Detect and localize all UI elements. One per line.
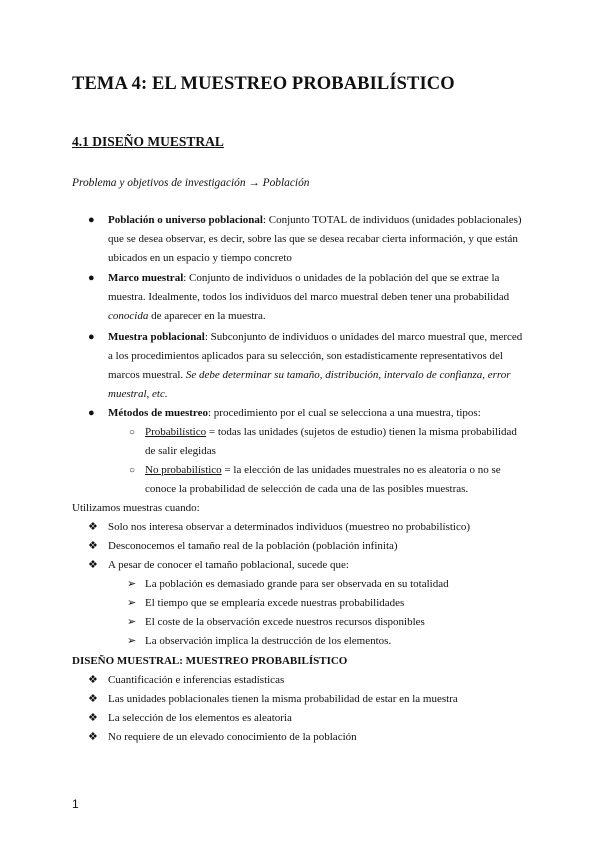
list-item: El coste de la observación excede nuestros recursos disponibles (145, 616, 425, 628)
list-item: No requiere de un elevado conocimiento de la población (108, 731, 357, 743)
bullet-dot-icon: ● (88, 214, 95, 226)
list-item-poblacion (108, 211, 528, 268)
four-diamond-icon: ❖ (88, 559, 98, 571)
bullet-dot-icon: ● (88, 272, 95, 284)
list-item-muestra (108, 328, 528, 404)
list-item-metodos (108, 404, 528, 423)
definition-italic: Se debe determinar su tamaño, distribución, intervalo de confianza, error muestral, etc. (108, 369, 511, 400)
definition-text: : procedimiento por el cual se selecciona a una muestra, tipos: (208, 407, 481, 419)
list-item-no-probabilistico (145, 461, 530, 499)
term: Muestra poblacional (108, 331, 205, 343)
page-title: TEMA 4: EL MUESTREO PROBABILÍSTICO (72, 74, 455, 94)
section-heading: 4.1 DISEÑO MUESTRAL (72, 134, 224, 149)
type-term: No probabilístico (145, 464, 222, 476)
list-item: La selección de los elementos es aleatoria (108, 712, 292, 724)
term: Métodos de muestreo (108, 407, 208, 419)
when-intro: Utilizamos muestras cuando: (72, 502, 200, 514)
definition-text: : Subconjunto de individuos o unidades del marco muestral que, merced a los procedimientos aplicados para su selección, son estadísticamente representativos del marcos muestral. (108, 331, 523, 381)
arrowhead-icon: ➢ (127, 578, 137, 590)
four-diamond-icon: ❖ (88, 521, 98, 533)
term: Marco muestral (108, 272, 184, 284)
definition-text-after: de aparecer en la muestra. (148, 310, 266, 322)
list-item-probabilistico (145, 423, 530, 461)
four-diamond-icon: ❖ (88, 674, 98, 686)
list-item: Desconocemos el tamaño real de la población (población infinita) (108, 540, 398, 552)
list-item: Las unidades poblacionales tienen la misma probabilidad de estar en la muestra (108, 693, 458, 705)
type-term: Probabilístico (145, 426, 207, 438)
bullet-dot-icon: ● (88, 331, 95, 343)
term: Población o universo poblacional (108, 214, 263, 226)
four-diamond-icon: ❖ (88, 693, 98, 705)
hollow-circle-icon: ○ (129, 427, 136, 438)
definition-text: : Conjunto de individuos o unidades de la población del que se extrae la muestra. Idealmente, todos los individuos del marco muestral deben tener una probabilidad (108, 272, 510, 303)
list-item: Cuantificación e inferencias estadísticas (108, 674, 285, 686)
four-diamond-icon: ❖ (88, 731, 98, 743)
type-text: = todas las unidades (sujetos de estudio) tienen la misma probabilidad de salir elegidas (145, 426, 517, 457)
list-item-marco (108, 269, 528, 326)
definition-italic: conocida (108, 310, 149, 322)
definition-text: : Conjunto TOTAL de individuos (unidades poblacionales) que se desea observar, es decir, sobre las que se desea recabar cierta información, y que están ubicados en un espacio y tiempo concreto (108, 214, 522, 264)
arrowhead-icon: ➢ (127, 616, 137, 628)
subtitle: Problema y objetivos de investigación → Población (72, 177, 310, 189)
hollow-circle-icon: ○ (129, 465, 136, 476)
four-diamond-icon: ❖ (88, 540, 98, 552)
four-diamond-icon: ❖ (88, 712, 98, 724)
type-text: = la elección de las unidades muestrales no es aleatoria o no se conoce la probabilidad de selección de cada una de las posibles muestras. (145, 464, 501, 495)
bullet-dot-icon: ● (88, 407, 95, 419)
list-item: Solo nos interesa observar a determinados individuos (muestreo no probabilístico) (108, 521, 471, 533)
list-item: A pesar de conocer el tamaño poblacional, sucede que: (108, 559, 349, 571)
arrowhead-icon: ➢ (127, 635, 137, 647)
list-item: El tiempo que se emplearía excede nuestras probabilidades (145, 597, 405, 609)
list-item: La población es demasiado grande para ser observada en su totalidad (145, 578, 449, 590)
design-heading: DISEÑO MUESTRAL: MUESTREO PROBABILÍSTICO (72, 655, 348, 667)
page-number: 1 (72, 797, 79, 811)
arrowhead-icon: ➢ (127, 597, 137, 609)
list-item: La observación implica la destrucción de los elementos. (145, 635, 392, 647)
